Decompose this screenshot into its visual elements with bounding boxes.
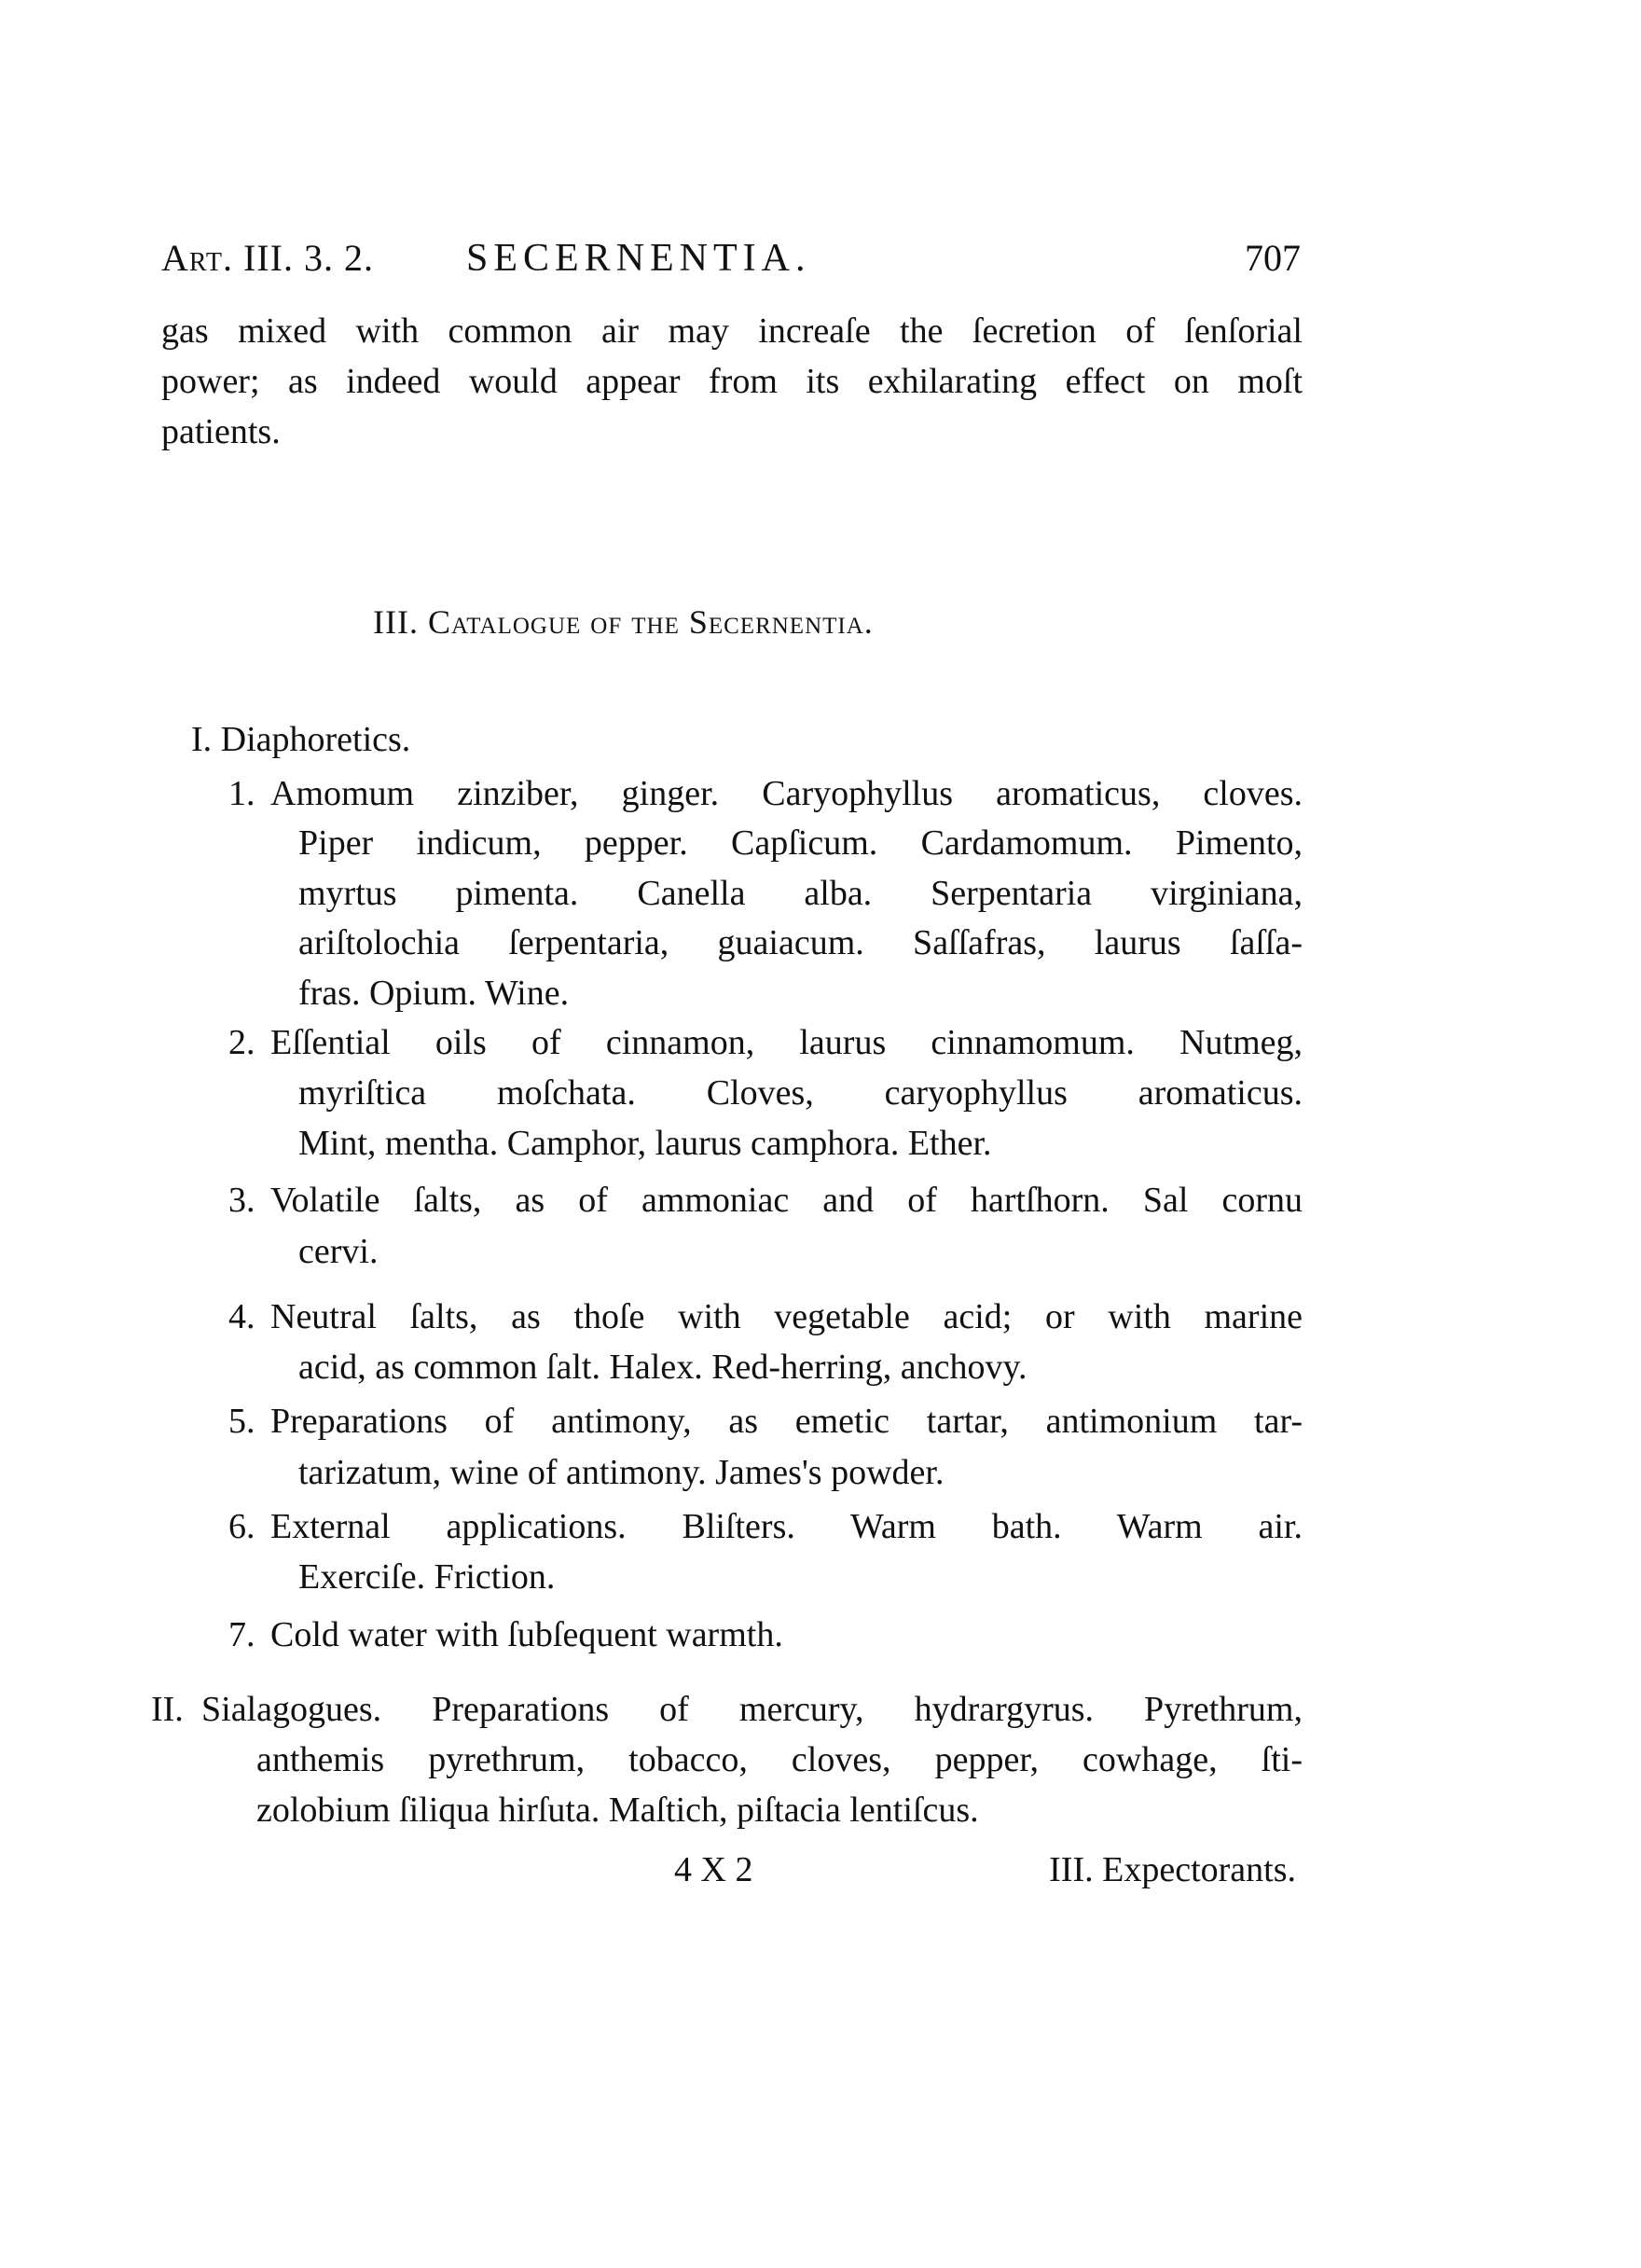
page-number: 707 <box>1245 237 1301 279</box>
text-line: fras. Opium. Wine. <box>298 974 570 1013</box>
text-line: gas mixed with common air may increaſe the ſecretion of ſenſorial <box>161 311 1303 351</box>
text-line: External applications. Bliſters. Warm bath. Warm air. <box>270 1507 1303 1546</box>
text-line: Volatile ſalts, as of ammoniac and of hartſhorn. Sal cornu <box>270 1181 1303 1220</box>
text-line: Cold water with ſubſequent warmth. <box>270 1615 783 1654</box>
text-line: ariſtolochia ſerpentaria, guaiacum. Saſſafras, laurus ſaſſa- <box>298 923 1303 962</box>
text-line: Neutral ſalts, as thoſe with vegetable acid; or with marine <box>270 1297 1303 1336</box>
signature-mark: 4 X 2 <box>674 1850 753 1889</box>
text-line: Mint, mentha. Camphor, laurus camphora. Ether. <box>298 1124 992 1163</box>
item-number: 6. <box>228 1507 255 1546</box>
text-line: Amomum zinziber, ginger. Caryophyllus aromaticus, cloves. <box>270 774 1303 813</box>
text-line: power; as indeed would appear from its exhilarating effect on moſt <box>161 362 1303 401</box>
section-heading: III. Catalogue of the Secernentia. <box>373 603 874 641</box>
item-number: 4. <box>228 1297 255 1336</box>
header-article-ref: Art. III. 3. 2. <box>161 237 374 279</box>
text-line: Exerciſe. Friction. <box>298 1557 556 1597</box>
header-title: SECERNENTIA. <box>466 237 811 280</box>
text-line: Piper indicum, pepper. Capſicum. Cardamomum. Pimento, <box>298 823 1303 863</box>
catchword: III. Expectorants. <box>1049 1850 1296 1889</box>
text-line: Eſſential oils of cinnamon, laurus cinnamomum. Nutmeg, <box>270 1023 1303 1062</box>
class-number: II. <box>151 1690 184 1729</box>
class-heading-diaphoretics: I. Diaphoretics. <box>191 720 411 759</box>
text-line: cervi. <box>298 1232 379 1271</box>
text-line: myriſtica moſchata. Cloves, caryophyllus aromaticus. <box>298 1073 1303 1113</box>
item-number: 7. <box>228 1615 255 1654</box>
item-number: 5. <box>228 1402 255 1441</box>
item-number: 2. <box>228 1023 255 1062</box>
item-number: 1. <box>228 774 255 813</box>
text-line: acid, as common ſalt. Halex. Red-herring, anchovy. <box>298 1348 1027 1387</box>
text-line: myrtus pimenta. Canella alba. Serpentaria virginiana, <box>298 874 1303 913</box>
text-line: tarizatum, wine of antimony. James's powder. <box>298 1453 945 1492</box>
text-line: patients. <box>161 412 281 451</box>
item-number: 3. <box>228 1181 255 1220</box>
text-line: Preparations of antimony, as emetic tartar, antimonium tar- <box>270 1402 1303 1441</box>
text-line: Sialagogues. Preparations of mercury, hydrargyrus. Pyrethrum, <box>201 1690 1303 1729</box>
text-line: anthemis pyrethrum, tobacco, cloves, pepper, cowhage, ſti- <box>256 1740 1303 1779</box>
text-line: zolobium ſiliqua hirſuta. Maſtich, piſtacia lentiſcus. <box>256 1791 979 1830</box>
